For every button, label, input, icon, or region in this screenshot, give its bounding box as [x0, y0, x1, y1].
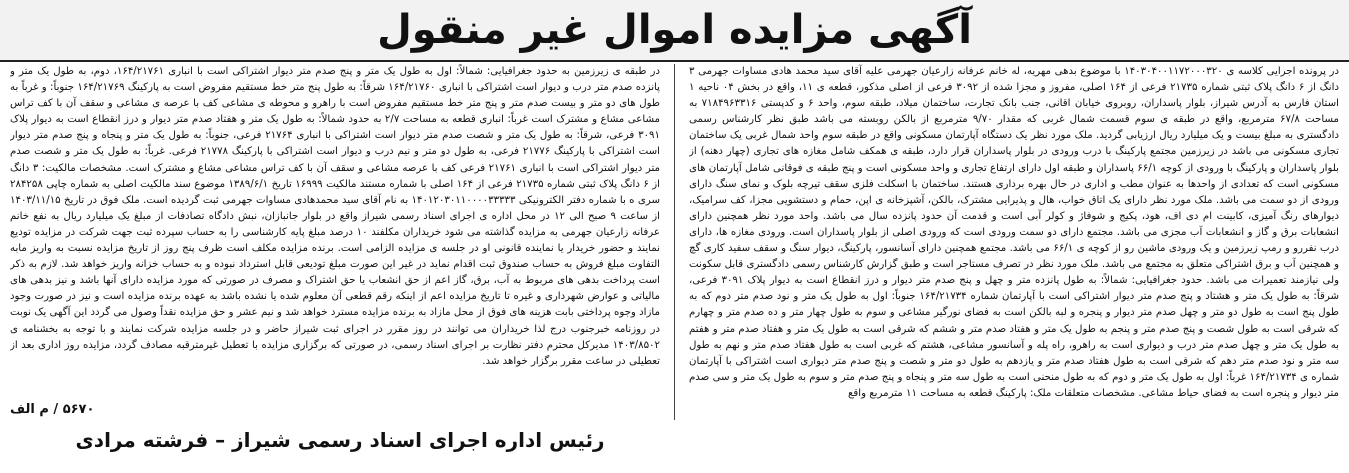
- reference-number: ۵۶۷۰ / م الف: [10, 402, 95, 417]
- signer-line: رئیس اداره اجرای اسناد رسمی شیراز – فرشته مرادی: [75, 428, 605, 452]
- text-column-right: در پرونده اجرایی کلاسه ی ۱۴۰۳۰۴۰۰۱۱۷۲۰۰۰۳۲۰ با موضوع بدهی مهریه، له خانم عرفانه زارعیان جهرمی علیه آقای سید محمد هادی مساوات جهرمی ۳ دانگ از ۶ دانگ پلاک ثبتی شماره ۲۱۷۳۵ فرعی از ۱۶۴ اصلی، مفروز و مجزا شده از ۳۰۹۲ فرعی از اصلی مذکور، قطعه ی ۱۱، واقع در بخش ۰۴ ناحیه ۱ استان فارس به آدرس شیراز، بلوار پاسداران، روبروی خیابان اقانی، جنب بانک تجارت، ساختمان میلاد، طبقه سوم، واحد ۶ و کدپستی ۷۱۸۴۹۶۳۳۱۶ به مساحت ۶۷/۸ مترمربع، واقع در طبقه ی سوم قسمت شمال غربی که مقدار ۹/۷۰ مترمربع از بالکن روبسته می باشد طبق نظر کارشناس رسمی دادگستری به مبلغ بیست و یک میلیارد ریال ارزیابی گردید. ملک مورد نظر یک دستگاه آپارتمان مسکونی واقع در طبقه سوم واحد شمال غربی یک ساختمان تجاری مسکونی می باشد در زیرزمین مجتمع پارکینگ با درب ورودی در بلوار پاسداران قرار دارد، طبقه ی همکف شامل مغازه های تجاری (چهار دهنه) از بلوار پاسداران و پارکینگ با ورودی از کوچه ۶۶/۱ پاسداران و طبقه اول دارای ارتفاع تجاری و واحد مسکونی است و پنج طبقه ی فوقانی شامل آپارتمان های مسکونی است که تعدادی از واحدها به عنوان مطب و اداری در حال بهره برداری هستند. ساختمان با اسکلت فلزی سقف تیرچه بلوک و نمای سنگ دارای ورودی از دو سمت می باشد. ملک مورد نظر دارای یک اتاق خواب، هال و پذیرایی مشترک، بالکن، آشپزخانه ی اپن، حمام و دستشویی مجزا، کف سرامیک، دیوارهای رنگ آمیزی، کابینت ام دی اف، هود، پکیج و شوفاژ و کولر آبی است و قدمت آن حدود پانزده سال می باشد. واحد مورد نظر همچنین دارای انشعابات برق و گاز و انشعابات آب مجزی می باشد. مجتمع دارای دو سمت ورودی است که ورودی اصلی از بلوار پاسداران است. ورودی مغازه ها، دارای درب نفررو و رمپ زیرزمین و یک ورودی ماشین رو از کوچه ی ۶۶/۱ می باشد. مجتمع همچنین دارای آسانسور، پارکینگ، دیوار سنگ و سقف سفید کاری گچ و همچنین آب و برق اشتراکی متعلق به مجتمع می باشد. ملک مورد نظر در تصرف مستاجر است و طبق گزارش کارشناس رسمی دادگستری قابل سکونت ولی نیازمند تعمیرات می باشد. حدود جغرافیایی: شمالاً: به طول پانزده متر و چهل و پنج صدم متر دیوار و درز انقطاع است به دیوار پلاک ۳۰۹۱ فرعی، شرقاً: به طول یک متر و هشتاد و پنج صدم متر دیوار اشتراکی است با آپارتمان شماره ۱۶۴/۲۱۷۳۴ جنوباً: اول به طول یک متر و نود صدم متر دوم که به طول پنج است به طول دو متر و چهل صدم متر دیوار و پنجره و لبه بالکن است به فضای نورگیر مشاعی و سوم به طول چهار متر و ده صدم متر و چهارم که شرقی است به طول شصت و پنج صدم متر و پنجم به طول یک متر و هفتاد صدم متر و ششم که شرقی است به طول یک متر و هفتاد صدم متر و هفتم به طول یک متر و چهل صدم متر درب و دیواری است به راهرو، راه پله و آسانسور مشاعی، هشتم که غربی است به طول هفتاد صدم متر و نهم به طول سه متر و نود صدم متر دهم که شرقی است به طول هفتاد صدم متر و یازدهم به طول دو متر و شصت و پنج صدم متر دیواری است اشتراکی با آپارتمان شماره ی ۱۶۴/۲۱۷۳۴ غرباً: اول به طول یک متر و دوم که به طول منحنی است به طول سه متر و پنجاه و پنج صدم متر و سوم به طول یک متر و سی صدم متر دیوار و پنجره است به فضای حیاط مشاعی. مشخصات متعلقات ملک: پارکینگ قطعه به مساحت ۱۱ مترمربع واقع: [689, 66, 1339, 399]
- ad-body: [10, 64, 1339, 420]
- ad-title: آگهی مزایده اموال غیر منقول: [377, 7, 972, 53]
- ad-header: [0, 0, 1349, 62]
- text-column-left: در طبقه ی زیرزمین به حدود جغرافیایی: شمالاً: اول به طول یک متر و پنج صدم متر دیوار اشتراکی است با انباری ۱۶۴/۲۱۷۶۱، دوم، به طول یک متر و پانزده صدم متر درب و دیوار است اشتراکی با انباری ۱۶۴/۲۱۷۶۰ شرقاً: به طول پنج متر خط مستقیم مفروض است به پارکینگ ۱۶۴/۲۱۷۶۹ جنوباً: و غرباً به طول های دو متر و بیست صدم متر و پنج متر خط مستقیم مفروض است با راهرو و محوطه ی مشاعی کف با عرصه ی مشاعی و سقف آن با کف تراس مشاعی مشاع و مشترک است غرباً: انباری قطعه به مساحت ۲/۷ به حدود شمالاً: به طول یک متر و هفتاد صدم متر دیوار و درز انقطاع است به دیوار پلاک ۳۰۹۱ فرعی، شرقاً: به طول یک متر و شصت صدم متر دیوار است اشتراکی با انباری ۲۱۷۶۴ فرعی، جنوباً: به طول یک متر و پنجاه و پنج صدم متر دیوار است اشتراکی با پارکینگ ۲۱۷۷۶ فرعی، به طول دو متر و نیم درب و دیوار است اشتراکی با پارکینگ ۲۱۷۷۸ فرعی. غرباً: به طول یک متر و شصت صدم متر دیوار اشتراکی است با انباری ۲۱۷۶۱ فرعی کف با عرصه مشاعی و سقف آن با کف تراس مشاعی مشاع و مشترک است. مشخصات مالکیت: ۳ دانگ از ۶ دانگ پلاک ثبتی شماره ۲۱۷۳۵ فرعی از ۱۶۴ اصلی با شماره مستند مالکیت ۱۶۹۹۹ تاریخ ۱۳۸۹/۶/۱ موضوع سند مالکیت اصلی به شماره چاپی ۲۸۴۲۵۸ سری ه با شماره دفتر الکترونیکی ۱۴۰۱۲۰۳۰۱۱۰۰۰۰۳۳۳۳۳ به نام آقای سید محمدهادی مساوات جهرمی ثبت گردیده است. ملک فوق در تاریخ ۱۴۰۳/۱۱/۱۵ از ساعت ۹ صبح الی ۱۲ در محل اداره ی اجرای اسناد رسمی شیراز واقع در بلوار جانبازان، نبش دادگاه تصادفات از مبلغ یک میلیارد ریال به نفع خانم عرفانه زارعیان جهرمی به مزایده گذاشته می شود خریداران مکلفند ۱۰ درصد مبلغ پایه کارشناسی را به حساب سپرده ثبت جهت شرکت در مزایده تودیع نمایند و حضور خریدار یا نماینده قانونی او در جلسه ی مزایده الزامی است. برنده مزایده مکلف است ظرف پنج روز از تاریخ مزایده نسبت به واریز مابه التفاوت مبلغ فروش به حساب صندوق ثبت اقدام نماید در غیر این صورت مبلغ تودیعی قابل استرداد نبوده و به حساب خزانه واریز خواهد شد. لازم به ذکر است پرداخت بدهی های مربوط به آب، برق، گاز اعم از حق انشعاب یا حق اشتراک و مصرف در صورتی که مورد مزایده دارای آنها باشد و نیز بدهی های مالیاتی و عوارض شهرداری و غیره تا تاریخ مزایده اعم از اینکه رقم قطعی آن معلوم شده یا نشده باشد به عهده برنده مزایده است و نیز در صورت وجود مازاد وجوه پرداختی بابت هزینه های فوق از محل مازاد به برنده مزایده مسترد خواهد شد و نیم عشر و حق مزایده نقداً وصول می گردد این آگهی یک نوبت در روزنامه خبرجنوب درج لذا خریداران می توانند در روز مقرر در اجرای ثبت شیراز حاضر و در جلسه مزایده شرکت نمایند و با توجه به بخشنامه ی ۱۴۰۳/۸۵۰۲ مدیرکل محترم دفتر نظارت بر اجرای اسناد رسمی، در صورتی که برگزاری مزایده با تعطیل غیرمترقبه مصادف گردد، مزایده روز اداری بعد از تعطیلی در ساعت مقرر برگزار خواهد شد.: [10, 66, 660, 367]
- column-divider: [674, 64, 675, 420]
